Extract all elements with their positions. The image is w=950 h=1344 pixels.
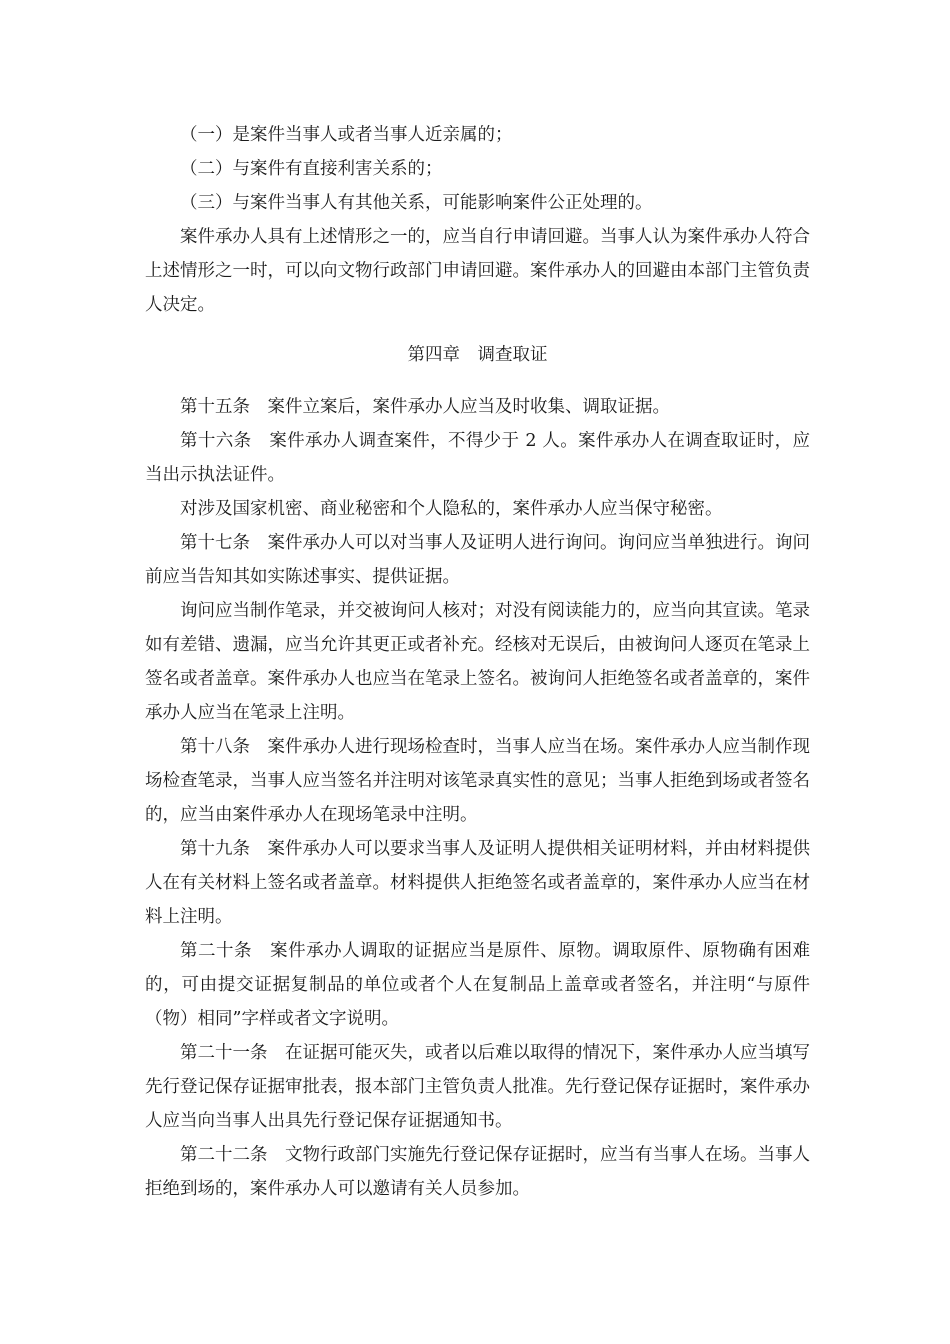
chapter-title: 第四章 调查取证 xyxy=(407,345,548,365)
paragraph-article-15: 第十五条 案件立案后，案件承办人应当及时收集、调取证据。 xyxy=(180,397,670,417)
paragraph-confidentiality: 对涉及国家机密、商业秘密和个人隐私的，案件承办人应当保守秘密。 xyxy=(180,499,723,519)
paragraph-inquiry-record: 询问应当制作笔录，并交被询问人核对；对没有阅读能力的，应当向其宣读。笔录如有差错、遗漏，应当允许其更正或者补充。经核对无误后，由被询问人逐页在笔录上签名或者盖章。案件承办人也应当在笔录上签名。被询问人拒绝签名或者盖章的，案件承办人应当在笔录上注明。 xyxy=(145,601,810,723)
list-item: （一）是案件当事人或者当事人近亲属的； xyxy=(180,125,513,145)
paragraph-article-19: 第十九条 案件承办人可以要求当事人及证明人提供相关证明材料，并由材料提供人在有关材料上签名或者盖章。材料提供人拒绝签名或者盖章的，案件承办人应当在材料上注明。 xyxy=(145,839,810,927)
list-item: （二）与案件有直接利害关系的； xyxy=(180,159,443,179)
paragraph-article-21: 第二十一条 在证据可能灭失，或者以后难以取得的情况下，案件承办人应当填写先行登记保存证据审批表，报本部门主管负责人批准。先行登记保存证据时，案件承办人应当向当事人出具先行登记保存证据通知书。 xyxy=(145,1043,810,1131)
paragraph-article-16: 第十六条 案件承办人调查案件，不得少于 2 人。案件承办人在调查取证时，应当出示执法证件。 xyxy=(145,431,810,485)
document-body xyxy=(145,118,810,1206)
paragraph-article-20: 第二十条 案件承办人调取的证据应当是原件、原物。调取原件、原物确有困难的，可由提交证据复制品的单位或者个人在复制品上盖章或者签名，并注明“与原件（物）相同”字样或者文字说明。 xyxy=(145,941,810,1029)
paragraph-article-17: 第十七条 案件承办人可以对当事人及证明人进行询问。询问应当单独进行。询问前应当告知其如实陈述事实、提供证据。 xyxy=(145,533,810,587)
paragraph-article-22: 第二十二条 文物行政部门实施先行登记保存证据时，应当有当事人在场。当事人拒绝到场的，案件承办人可以邀请有关人员参加。 xyxy=(145,1145,810,1199)
paragraph-recusal: 案件承办人具有上述情形之一的，应当自行申请回避。当事人认为案件承办人符合上述情形之一时，可以向文物行政部门申请回避。案件承办人的回避由本部门主管负责人决定。 xyxy=(145,227,810,315)
paragraph-article-18: 第十八条 案件承办人进行现场检查时，当事人应当在场。案件承办人应当制作现场检查笔录，当事人应当签名并注明对该笔录真实性的意见；当事人拒绝到场或者签名的，应当由案件承办人在现场笔录中注明。 xyxy=(145,737,810,825)
list-item: （三）与案件当事人有其他关系，可能影响案件公正处理的。 xyxy=(180,193,653,213)
